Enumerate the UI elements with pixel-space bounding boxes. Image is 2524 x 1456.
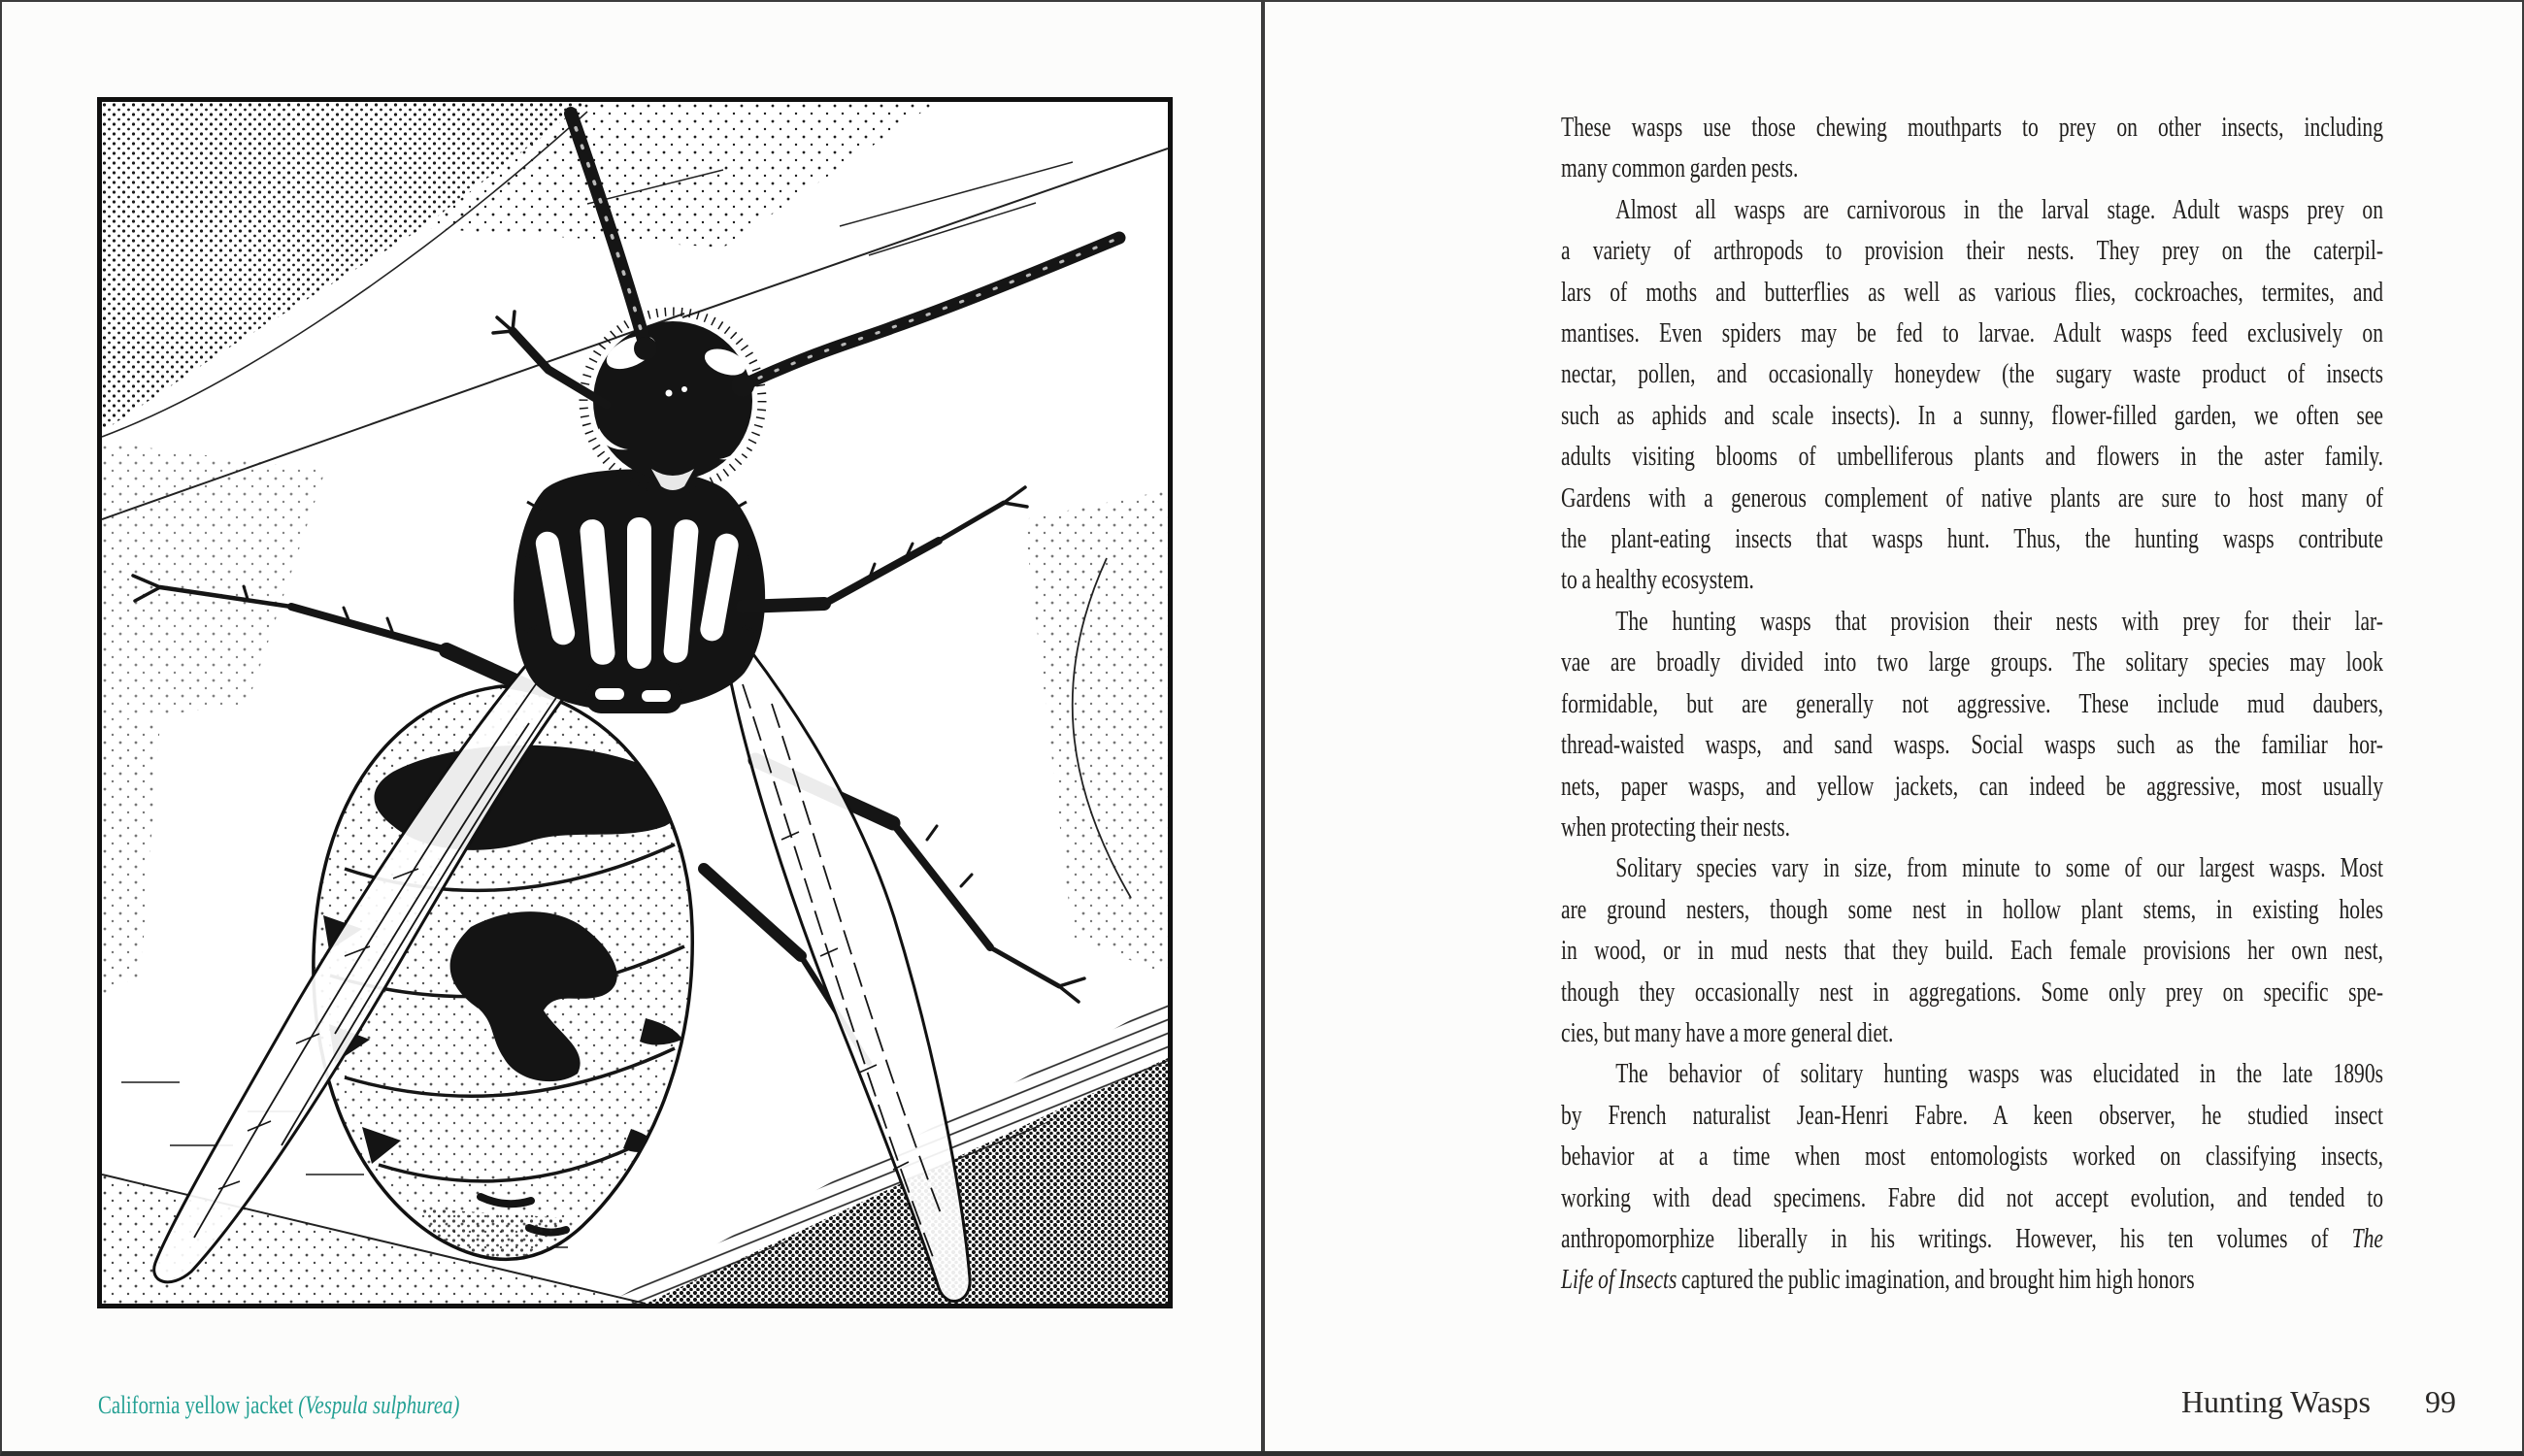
text-run: vae are broadly divided into two large groups. The solitary species may look xyxy=(1561,647,2383,678)
text-line xyxy=(1561,1096,2383,1137)
body-text xyxy=(1561,108,2383,1302)
paragraph xyxy=(1561,190,2383,602)
text-run: when protecting their nests. xyxy=(1561,811,1790,843)
paragraph xyxy=(1561,602,2383,848)
text-run: Solitary species vary in size, from minute to some of our largest wasps. Most xyxy=(1615,853,2383,884)
text-line xyxy=(1561,767,2383,808)
text-line xyxy=(1561,973,2383,1013)
text-run: anthropomorphize liberally in his writings. However, his ten volumes of xyxy=(1561,1223,2352,1254)
page-footer xyxy=(2181,1382,2456,1421)
text-line xyxy=(1561,108,2383,149)
text-run: many common garden pests. xyxy=(1561,153,1799,184)
text-run: nectar, pollen, and occasionally honeydew (the sugary waste product of insects xyxy=(1561,359,2383,390)
text-run: formidable, but are generally not aggressive. These include mud daubers, xyxy=(1561,688,2383,719)
text-run: adults visiting blooms of umbelliferous plants and flowers in the aster family. xyxy=(1561,442,2383,473)
text-line xyxy=(1561,273,2383,314)
text-run: behavior at a time when most entomologists worked on classifying insects, xyxy=(1561,1142,2383,1173)
text-line xyxy=(1561,1219,2383,1260)
text-run: working with dead specimens. Fabre did not accept evolution, and tended to xyxy=(1561,1182,2383,1213)
text-run: California yellow jacket xyxy=(98,1391,299,1419)
text-run: the plant-eating insects that wasps hunt. Thus, the hunting wasps contribute xyxy=(1561,524,2383,555)
italic-text-run: The xyxy=(2351,1223,2383,1254)
text-run: lars of moths and butterflies as well as various flies, cockroaches, termites, and xyxy=(1561,277,2383,308)
text-line xyxy=(1561,808,2383,848)
text-run: captured the public imagination, and brought him high honors xyxy=(1677,1265,2195,1296)
text-line xyxy=(1561,725,2383,766)
left-page xyxy=(2,2,1261,1451)
text-run: The behavior of solitary hunting wasps was elucidated in the late 1890s xyxy=(1615,1059,2383,1090)
text-run: to a healthy ecosystem. xyxy=(1561,565,1754,596)
text-line xyxy=(1561,1013,2383,1054)
text-run: The hunting wasps that provision their nests with prey for their lar- xyxy=(1615,606,2383,637)
text-line xyxy=(1561,1260,2383,1301)
paragraph xyxy=(1561,848,2383,1054)
paragraph xyxy=(1561,108,2383,190)
text-run: mantises. Even spiders may be fed to larvae. Adult wasps feed exclusively on xyxy=(1561,318,2383,349)
text-run: These wasps use those chewing mouthparts to prey on other insects, including xyxy=(1561,113,2383,143)
text-run: by French naturalist Jean-Henri Fabre. A keen observer, he studied insect xyxy=(1561,1100,2383,1131)
text-line xyxy=(1561,519,2383,560)
text-run: Almost all wasps are carnivorous in the larval stage. Adult wasps prey on xyxy=(1615,194,2383,225)
figure-frame xyxy=(97,97,1173,1308)
text-line xyxy=(1561,479,2383,519)
text-line xyxy=(1561,848,2383,889)
italic-text-run: Life of Insects xyxy=(1561,1265,1677,1296)
text-line xyxy=(1561,231,2383,272)
text-run: thread-waisted wasps, and sand wasps. Social wasps such as the familiar hor- xyxy=(1561,730,2383,761)
wasp-thorax xyxy=(514,470,765,714)
text-line xyxy=(1561,1178,2383,1219)
text-run: a variety of arthropods to provision their nests. They prey on the caterpil- xyxy=(1561,236,2383,267)
text-line xyxy=(1561,437,2383,478)
text-line xyxy=(1561,1137,2383,1177)
text-line xyxy=(1561,396,2383,437)
text-line xyxy=(1561,602,2383,643)
text-run: are ground nesters, though some nest in hollow plant stems, in existing holes xyxy=(1561,894,2383,925)
page-number: 99 xyxy=(2425,1384,2456,1419)
text-line xyxy=(1561,190,2383,231)
text-run: Gardens with a generous complement of native plants are sure to host many of xyxy=(1561,482,2383,513)
wasp-illustration xyxy=(102,102,1168,1304)
text-line xyxy=(1561,643,2383,683)
text-line xyxy=(1561,890,2383,931)
text-line xyxy=(1561,149,2383,189)
text-run: nets, paper wasps, and yellow jackets, can indeed be aggressive, most usually xyxy=(1561,771,2383,802)
text-line xyxy=(1561,560,2383,601)
text-run: cies, but many have a more general diet. xyxy=(1561,1017,1894,1048)
text-line xyxy=(1561,354,2383,395)
text-run: though they occasionally nest in aggregations. Some only prey on specific spe- xyxy=(1561,976,2383,1008)
text-line xyxy=(1561,314,2383,354)
right-page xyxy=(1265,2,2522,1451)
text-line xyxy=(1561,1054,2383,1095)
italic-text-run: (Vespula sulphurea) xyxy=(298,1391,460,1419)
running-head: Hunting Wasps xyxy=(2180,1384,2371,1419)
text-run: in wood, or in mud nests that they build. Each female provisions her own nest, xyxy=(1561,936,2383,967)
text-line xyxy=(1561,684,2383,725)
figure-caption xyxy=(98,1390,459,1421)
text-run: such as aphids and scale insects). In a sunny, flower-filled garden, we often see xyxy=(1561,400,2383,431)
paragraph xyxy=(1561,1054,2383,1301)
text-line xyxy=(1561,931,2383,972)
